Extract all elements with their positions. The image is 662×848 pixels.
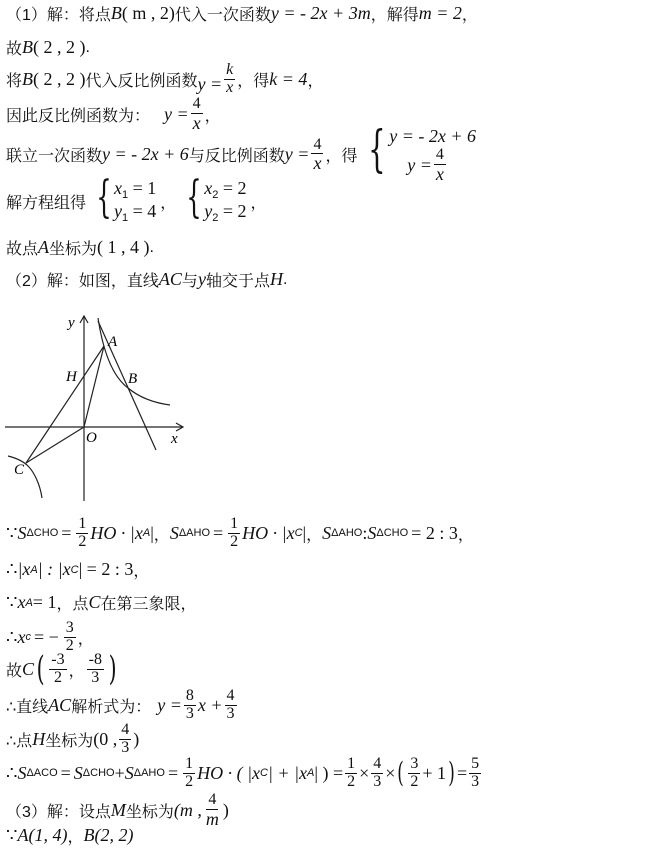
text: 故: [6, 662, 23, 680]
punct: .: [282, 270, 288, 288]
numerator: 8: [185, 687, 194, 704]
b-coord: ( m , 2): [121, 3, 175, 23]
text: 解析式为：: [71, 698, 152, 716]
denominator: 2: [185, 772, 194, 790]
numerator: 3: [410, 755, 419, 772]
part1-line3: [6, 62, 323, 97]
point-b: B: [110, 3, 122, 23]
denominator: x: [192, 112, 201, 133]
denominator: 2: [53, 668, 62, 686]
text: 与: [181, 273, 198, 290]
k-value: k = 4: [269, 68, 308, 89]
part2-line9: [6, 756, 483, 791]
times: ×: [385, 762, 396, 783]
punct: ，: [77, 630, 94, 648]
punct: ，: [133, 563, 150, 580]
text-intro: （1）解：将点: [6, 7, 111, 24]
sub: 1: [122, 212, 129, 224]
punct: ，: [307, 72, 324, 90]
numerator: 4: [435, 146, 444, 163]
val: = 1: [132, 178, 157, 198]
text: 因此反比例函数为：: [6, 107, 151, 125]
text: ，点: [56, 596, 89, 613]
label-o: O: [86, 430, 97, 446]
denominator: x: [313, 153, 322, 174]
text: 故: [6, 41, 23, 58]
y-equals: y =: [197, 73, 223, 94]
y-equals: y =: [157, 694, 182, 715]
label-a: A: [108, 334, 118, 350]
var: x: [204, 178, 213, 198]
fraction: [345, 756, 357, 791]
fraction: [469, 756, 481, 791]
text: 在第三象限，: [100, 596, 197, 613]
sol1-x: [114, 178, 156, 201]
therefore: ∴: [6, 559, 18, 579]
y-equals: y =: [284, 144, 310, 165]
fraction: [64, 620, 76, 655]
paren-open: (: [36, 649, 45, 690]
part1-line2: [6, 36, 90, 59]
s: S: [73, 762, 83, 783]
solution-2: [180, 172, 247, 226]
punct: ，: [306, 526, 323, 544]
fraction: [408, 756, 420, 791]
x: x: [17, 626, 26, 647]
hyperbola-q1: [98, 318, 170, 405]
punct: ，: [67, 829, 84, 846]
line-ac: AC: [48, 694, 72, 715]
numerator: 3: [65, 619, 74, 636]
text: 故点: [6, 241, 39, 258]
bar: |: [150, 522, 154, 543]
part2-line5: [6, 620, 94, 655]
denominator: 3: [226, 704, 235, 722]
point-h: H: [32, 728, 46, 749]
text: 联立一次函数: [6, 148, 103, 166]
part1-line1: [6, 2, 478, 25]
system-rows: [204, 176, 246, 226]
sol2-x: [204, 178, 246, 201]
sub: c: [25, 631, 31, 644]
system-eq2: [389, 147, 476, 184]
solution-1: [90, 172, 157, 226]
abs: | + |x: [267, 762, 308, 783]
sol1-y: [114, 201, 156, 224]
punct: ，: [160, 194, 177, 212]
s: S: [124, 762, 134, 783]
fraction: [184, 688, 196, 723]
fraction-4-over-x: [434, 147, 446, 184]
val: = 2: [222, 178, 247, 198]
close: | ) =: [314, 762, 344, 783]
numerator: 1: [185, 755, 194, 772]
denominator: m: [205, 808, 219, 829]
text: ∴直线: [6, 698, 49, 716]
sub: A: [30, 563, 38, 576]
denominator: 2: [410, 772, 419, 790]
sub: 2: [212, 189, 219, 201]
s: S: [17, 522, 27, 543]
linear-function: y = - 2x + 6: [102, 144, 189, 165]
colon: :: [362, 522, 368, 543]
left-brace: {: [96, 172, 112, 223]
text: 坐标为: [45, 732, 94, 750]
numerator: 4: [208, 791, 217, 808]
punct: ，: [457, 526, 474, 544]
fraction: [204, 792, 221, 829]
point-m: M: [110, 799, 126, 820]
sub: ΔCHO: [26, 527, 59, 540]
numerator: 1: [78, 515, 87, 532]
label-c: C: [14, 462, 25, 478]
text: 轴交于点: [205, 273, 270, 290]
fraction-half: [76, 516, 88, 551]
sol2-y: [204, 201, 246, 224]
paren-close: ): [108, 649, 117, 690]
sub: C: [294, 527, 303, 540]
numerator: k: [226, 61, 234, 78]
numerator: 5: [471, 755, 480, 772]
therefore: ∴: [6, 762, 18, 783]
line-ac: AC: [158, 269, 182, 289]
segment-ao: [84, 346, 104, 427]
linear-function: y = - 2x + 3m: [270, 3, 371, 23]
sub: ΔAHO: [133, 767, 165, 780]
part2-line3: [6, 558, 149, 581]
sub: ΔACO: [26, 767, 58, 780]
text: ，得: [325, 148, 358, 166]
text: ，得: [237, 72, 270, 90]
val: = 1: [32, 592, 57, 612]
denominator: x: [435, 163, 444, 184]
numerator: 4: [373, 755, 382, 772]
numerator: -8: [88, 651, 102, 668]
numerator: 4: [192, 95, 201, 112]
system-rows: [114, 176, 156, 226]
coord-close: ): [222, 799, 229, 820]
eq: = −: [33, 626, 59, 647]
y-equals: y =: [407, 154, 432, 175]
system-rows: [389, 124, 476, 186]
point-b-coord: B(2, 2): [83, 825, 134, 845]
part2-line1: [6, 268, 287, 291]
coord-close: ): [133, 728, 140, 749]
s: S: [169, 522, 179, 543]
label-h: H: [66, 369, 77, 385]
fraction-k-over-x: [224, 62, 235, 97]
sub: A: [25, 596, 33, 609]
numerator: 1: [230, 515, 239, 532]
because: ∵: [6, 592, 18, 612]
point-a-coord: A(1, 4): [17, 825, 68, 845]
denominator: 3: [121, 738, 130, 756]
denominator: 2: [347, 772, 356, 790]
punct: .: [85, 38, 90, 56]
sub: ΔCHO: [82, 767, 115, 780]
denominator: 3: [91, 668, 100, 686]
ho: HO · |x: [90, 522, 143, 543]
sub: A: [142, 527, 151, 540]
text: ∴点: [6, 732, 33, 750]
point-b: B: [22, 68, 34, 89]
val: = 4: [132, 201, 157, 221]
part2-line4: [6, 591, 197, 614]
coord-open: (0 ,: [93, 728, 118, 749]
var: y: [114, 201, 123, 221]
eq: =: [60, 762, 71, 783]
because: ∵: [6, 825, 18, 845]
text: ，解得: [370, 7, 419, 24]
val: = 2: [222, 201, 247, 221]
eq: =: [167, 762, 179, 783]
b-coord: ( 2 , 2 ): [33, 37, 86, 57]
fraction: [49, 652, 66, 687]
part1-line7: [6, 236, 154, 259]
m-value: m = 2: [418, 3, 462, 23]
punct: ，: [204, 107, 221, 125]
line-ab: [98, 321, 156, 450]
s: S: [322, 522, 332, 543]
label-x: x: [171, 431, 178, 447]
denominator: 2: [78, 532, 87, 550]
y-equals: y =: [164, 103, 189, 124]
punct: .: [149, 238, 154, 256]
plus-one: + 1: [422, 762, 447, 783]
denominator: 3: [471, 772, 480, 790]
point-a: A: [38, 237, 50, 257]
fraction-half: [228, 516, 240, 551]
denominator: 2: [230, 532, 239, 550]
part1-line6: [6, 172, 267, 226]
x: x: [17, 592, 26, 612]
text: 代入一次函数: [174, 7, 271, 24]
abs-xa: |x: [17, 559, 31, 579]
sub: ΔAHO: [178, 527, 210, 540]
eq: =: [213, 522, 224, 543]
numerator: 1: [347, 755, 356, 772]
punct: ，: [68, 662, 85, 680]
punct: ，: [250, 194, 267, 212]
part2-line2: [6, 516, 474, 551]
text: 坐标为: [125, 803, 174, 821]
ho: HO · ( |x: [197, 762, 261, 783]
coordinate-figure: [0, 306, 200, 506]
var: y: [204, 201, 213, 221]
left-brace: {: [368, 120, 387, 178]
sub: A: [307, 767, 315, 780]
part2-line8: [6, 722, 139, 757]
sub: ΔCHO: [376, 527, 409, 540]
fraction-4-over-x: [311, 137, 323, 174]
y-axis-name: y: [197, 269, 206, 289]
part2-line6: [6, 649, 119, 690]
point-c: C: [22, 658, 35, 679]
ratio: | = 2 : 3: [78, 559, 134, 579]
numerator: -3: [51, 651, 65, 668]
text: （2）解：如图，直线: [6, 273, 159, 290]
ratio: = 2 : 3: [411, 522, 458, 543]
ho: HO · |x: [242, 522, 295, 543]
a-coord: ( 1 , 4 ): [97, 237, 150, 257]
var: x: [114, 178, 123, 198]
b-coord: ( 2 , 2 ): [33, 68, 86, 89]
point-c: C: [88, 592, 101, 612]
numerator: 4: [226, 687, 235, 704]
equation-system: [361, 120, 477, 186]
point-b: B: [22, 37, 34, 57]
text: 坐标为: [49, 241, 98, 258]
fraction: [119, 722, 131, 757]
sub: 2: [212, 212, 219, 224]
coord-open: (m ,: [173, 799, 202, 820]
punct: ，: [461, 7, 478, 24]
bar: |: [302, 522, 307, 543]
times: ×: [359, 762, 370, 783]
fraction: [183, 756, 195, 791]
fraction: [371, 756, 383, 791]
left-brace: {: [186, 172, 202, 223]
eq: =: [456, 762, 468, 783]
punct: ，: [153, 526, 170, 544]
part2-line7: [6, 688, 239, 723]
label-b: B: [128, 371, 138, 387]
label-y: y: [68, 315, 75, 331]
denominator: 2: [65, 636, 74, 654]
paren-open: (: [397, 756, 405, 790]
point-h: H: [269, 269, 283, 289]
denominator: x: [226, 78, 234, 96]
text: 代入反比例函数: [85, 72, 198, 90]
sub: 1: [122, 189, 129, 201]
therefore: ∴: [6, 626, 18, 647]
because: ∵: [6, 522, 18, 543]
text: 与反比例函数: [188, 148, 285, 166]
plus: +: [114, 762, 125, 783]
denominator: 3: [185, 704, 194, 722]
numerator: 4: [121, 721, 130, 738]
fraction: [225, 688, 237, 723]
segment-co: [26, 427, 84, 463]
text: （3）解：设点: [6, 803, 111, 821]
s: S: [17, 762, 27, 783]
eq: =: [61, 522, 72, 543]
s: S: [367, 522, 377, 543]
text: 解方程组得: [6, 194, 87, 212]
sub: ΔAHO: [331, 527, 363, 540]
x-plus: x +: [197, 694, 223, 715]
system-eq1: y = - 2x + 6: [389, 126, 477, 146]
text: 将: [6, 72, 23, 90]
fraction: [87, 652, 104, 687]
abs-xc: | : |x: [37, 559, 71, 579]
paren-close: ): [448, 756, 455, 790]
sub: C: [70, 563, 79, 576]
sub: C: [260, 767, 268, 780]
part3-line2: [6, 824, 133, 847]
denominator: 3: [373, 772, 382, 790]
numerator: 4: [313, 135, 322, 153]
